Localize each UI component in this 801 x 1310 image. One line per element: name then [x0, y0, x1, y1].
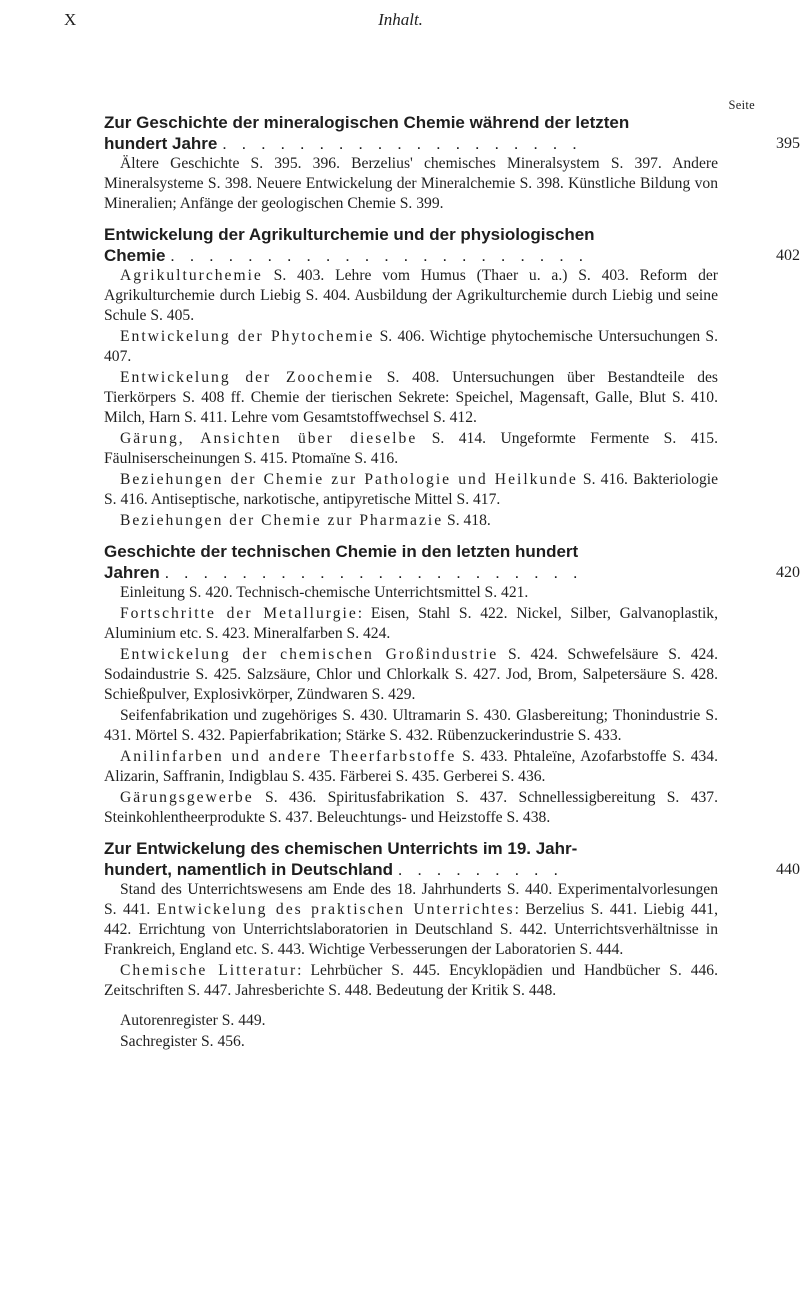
section-title — [104, 838, 800, 880]
subentry-text: S. 433. Phtaleïne, Azofarbstoffe S. 434. Alizarin, Saffranin, Indigblau S. 435. Färberei S. 435. Gerberei S. 436. — [104, 748, 718, 785]
running-head — [0, 6, 801, 28]
subentry-paragraph — [104, 604, 718, 644]
section-page-number: 402 — [776, 247, 800, 264]
toc-section — [104, 838, 800, 1001]
leader-dots: . . . . . . . . . — [397, 860, 564, 879]
subentry-paragraph — [104, 266, 718, 326]
page-number: X — [64, 10, 77, 29]
subentry-text: S. 418. — [443, 512, 491, 529]
page-column-label: Seite — [728, 98, 755, 112]
register-entry: Autorenregister S. 449. — [120, 1012, 266, 1029]
section-title-line: Geschichte der technischen Chemie in den letzten hundert — [104, 542, 579, 561]
section-title-line — [104, 133, 800, 154]
subentry-keyword: Beziehungen der Chemie zur Pathologie und Heilkunde — [120, 471, 578, 488]
subentry-keyword: Fortschritte der Metallurgie — [120, 605, 358, 622]
subentry-paragraph — [104, 583, 718, 603]
subentry-paragraph — [104, 747, 718, 787]
section-title-line — [104, 562, 800, 583]
subentry-text: S. 414. Ungeformte Fermente S. 415. Fäulniserscheinungen S. 415. Ptomaïne S. 416. — [104, 430, 718, 467]
subentry-keyword: Entwickelung der chemischen Großindustrie — [120, 646, 499, 663]
section-title — [104, 224, 800, 266]
subentry-keyword: Entwickelung der Phytochemie — [120, 328, 375, 345]
table-of-contents — [104, 112, 800, 1062]
subentry-text: : Lehrbücher S. 445. Encyklopädien und Handbücher S. 446. Zeitschriften S. 447. Jahresberichte S. 448. Bedeutung der Kritik S. 448. — [104, 962, 718, 999]
subentry-text: S. 408. Untersuchungen über Bestandteile des Tierkörpers S. 408 ff. Chemie der tierischen Sekrete: Speichel, Magensaft, Galle, Blut S. 410. Milch, Harn S. 411. Lehre vom Gesamtstoffwechsel S. 412. — [104, 369, 718, 426]
subentry-keyword: Entwickelung der Zoochemie — [120, 369, 375, 386]
subentry-text: S. 403. Lehre vom Humus (Thaer u. a.) S. 403. Reform der Agrikulturchemie durch Liebig S. 404. Ausbildung der Agrikulturchemie durch Liebig und seine Schule S. 405. — [104, 267, 718, 324]
subentry-paragraph — [104, 511, 718, 531]
subentry-text: Ältere Geschichte S. 395. 396. Berzelius' chemisches Mineralsystem S. 397. Andere Mineralsysteme S. 398. Neuere Entwickelung der Mineralchemie S. 398. Künstliche Bildung von Mineralien; Anfänge der geologischen Chemie S. 399. — [104, 155, 718, 212]
subentry-keyword: Gärungsgewerbe — [120, 789, 254, 806]
subentry-paragraph — [104, 327, 718, 367]
section-title — [104, 541, 800, 583]
subentry-text: S. 406. Wichtige phytochemische Untersuchungen S. 407. — [104, 328, 718, 365]
leader-dots: . . . . . . . . . . . . . . . . . . . — [222, 134, 582, 153]
subentry-keyword: Anilinfarben und andere Theerfarbstoffe — [120, 748, 457, 765]
registers-block — [104, 1011, 718, 1052]
subentry-paragraph — [104, 470, 718, 510]
subentry-paragraph — [104, 429, 718, 469]
section-title-line: Entwickelung der Agrikulturchemie und der physiologischen — [104, 225, 595, 244]
subentry-paragraph — [104, 368, 718, 428]
subentry-keyword: Entwickelung des praktischen Unterrichtes — [156, 901, 515, 918]
leader-dots: . . . . . . . . . . . . . . . . . . . . . . — [170, 246, 589, 265]
section-title-end: hundert Jahre — [104, 134, 218, 153]
section-title-line — [104, 859, 800, 880]
section-title-end: hundert, namentlich in Deutschland — [104, 860, 394, 879]
subentry-keyword: Chemische Litteratur — [120, 962, 298, 979]
toc-section — [104, 224, 800, 531]
subentry-paragraph — [104, 706, 718, 746]
section-title-end: Chemie — [104, 246, 166, 265]
subentry-keyword: Beziehungen der Chemie zur Pharmazie — [120, 512, 444, 529]
subentry-paragraph — [104, 961, 718, 1001]
leader-dots: . . . . . . . . . . . . . . . . . . . . . . — [164, 563, 583, 582]
subentry-text: S. 416. Bakteriologie S. 416. Antiseptische, narkotische, antipyretische Mittel S. 417. — [104, 471, 718, 508]
subentry-text: Seifenfabrikation und zugehöriges S. 430. Ultramarin S. 430. Glasbereitung; Thonindustrie S. 431. Mörtel S. 432. Papierfabrikation; Stärke S. 432. Rübenzuckerindustrie S. 433. — [104, 707, 718, 744]
subentry-text: Stand des Unterrichtswesens am Ende des 18. Jahrhunderts S. 440. Experimentalvorlesungen S. 441. — [104, 881, 718, 918]
section-page-number: 420 — [776, 564, 800, 581]
toc-section — [104, 541, 800, 828]
subentry-text: : Berzelius S. 441. Liebig 441, 442. Errichtung von Unterrichtslaboratorien in Deutschland S. 442. Unterrichtsverhältnisse in Frankreich, England etc. S. 443. Wichtige Verbesserungen der Laboratorien S. 444. — [104, 901, 718, 958]
running-title: Inhalt. — [378, 10, 423, 29]
section-title-line — [104, 245, 800, 266]
subentry-paragraph — [104, 645, 718, 705]
subentry-paragraph — [104, 788, 718, 828]
subentry-keyword: Gärung, Ansichten über dieselbe — [120, 430, 418, 447]
subentry-text: S. 436. Spiritusfabrikation S. 437. Schnellessigbereitung S. 437. Steinkohlentheerprodukte S. 437. Beleuchtungs- und Heizstoffe S. 438. — [104, 789, 718, 826]
section-page-number: 440 — [776, 861, 800, 878]
section-title-line: Zur Entwickelung des chemischen Unterrichts im 19. Jahr- — [104, 839, 578, 858]
section-title-line: Zur Geschichte der mineralogischen Chemie während der letzten — [104, 113, 630, 132]
subentry-paragraph — [104, 880, 718, 960]
subentry-text: Einleitung S. 420. Technisch-chemische Unterrichtsmittel S. 421. — [120, 584, 529, 601]
subentry-keyword: Agrikulturchemie — [120, 267, 263, 284]
section-page-number: 395 — [776, 135, 800, 152]
register-entry: Sachregister S. 456. — [120, 1033, 245, 1050]
section-title-end: Jahren — [104, 563, 160, 582]
subentry-text: S. 424. Schwefelsäure S. 424. Sodaindustrie S. 425. Salzsäure, Chlor und Chlorkalk S. 427. Jod, Brom, Salpetersäure S. 428. Schießpulver, Explosivkörper, Zündwaren S. 429. — [104, 646, 718, 703]
subentry-paragraph — [104, 154, 718, 214]
toc-section — [104, 112, 800, 214]
subentry-text: : Eisen, Stahl S. 422. Nickel, Silber, Galvanoplastik, Aluminium etc. S. 423. Mineralfarben S. 424. — [104, 605, 718, 642]
section-title — [104, 112, 800, 154]
